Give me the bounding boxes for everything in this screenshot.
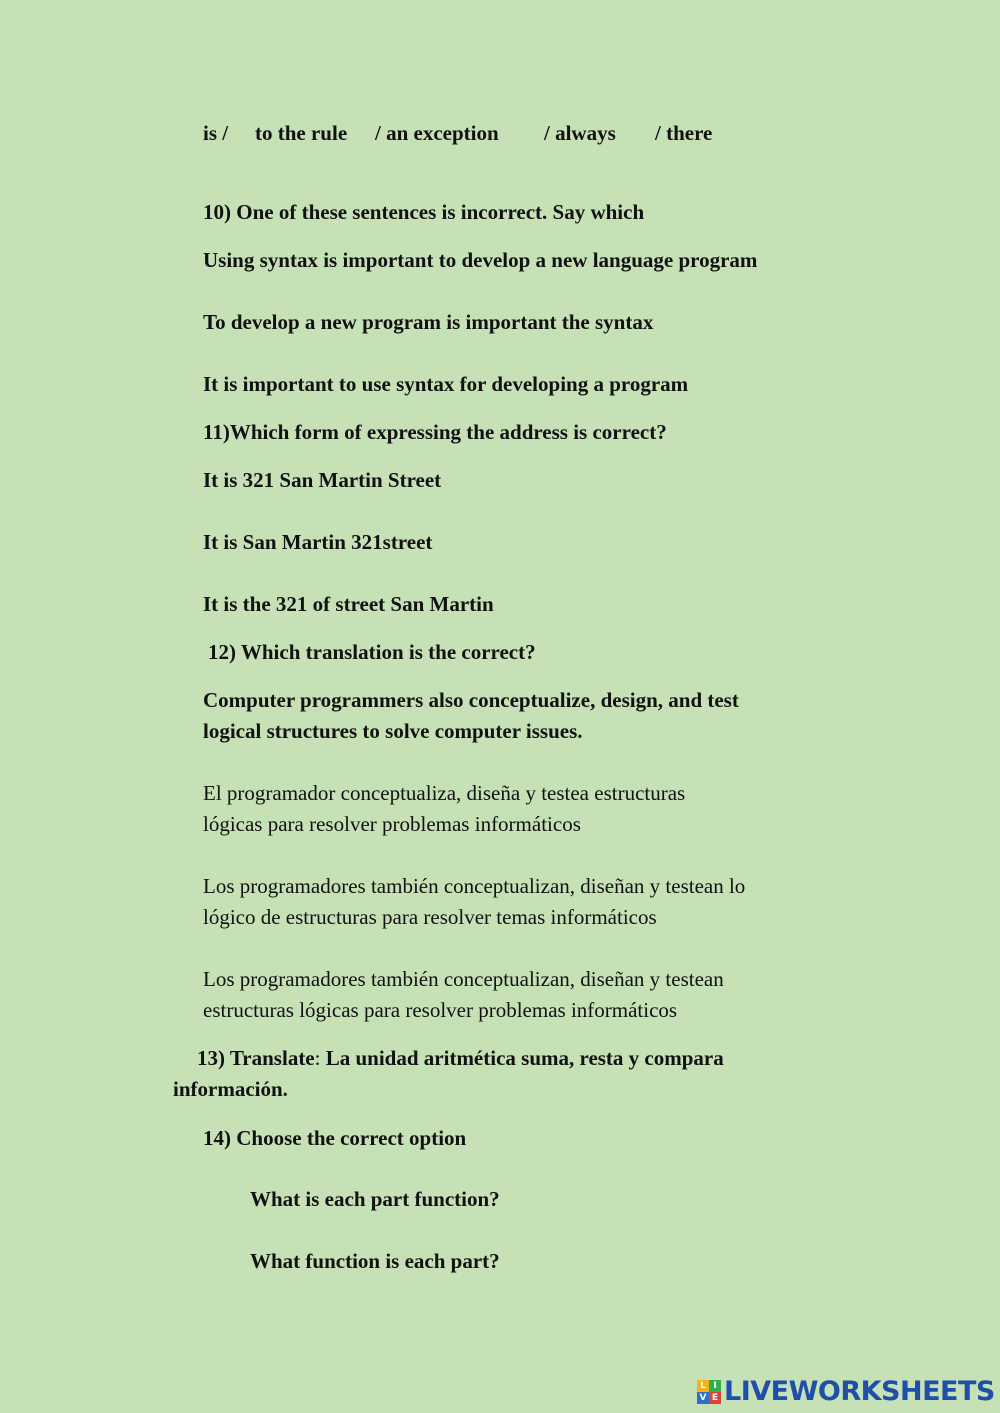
question-12: 12) Which translation is the correct? — [208, 640, 536, 664]
question-11: 11)Which form of expressing the address is correct? — [203, 420, 667, 444]
q12-option-line: Los programadores también conceptualizan, diseñan y testean lo — [203, 874, 746, 898]
question-13 — [197, 1043, 724, 1074]
word-bank-item: to the rule — [255, 121, 348, 145]
liveworksheets-logo — [697, 1377, 995, 1407]
question-14: 14) Choose the correct option — [203, 1126, 467, 1150]
q12-source-line: logical structures to solve computer issues. — [203, 719, 583, 743]
q13-text: La unidad aritmética suma, resta y compara — [325, 1046, 724, 1070]
q10-option[interactable]: Using syntax is important to develop a new language program — [203, 248, 758, 272]
q13-text-continued: información. — [173, 1077, 288, 1101]
q11-option[interactable]: It is 321 San Martin Street — [203, 468, 442, 492]
word-bank-item: is / — [203, 121, 229, 145]
q13-colon: : — [314, 1046, 321, 1070]
logo-text: LIVEWORKSHEETS — [724, 1376, 995, 1407]
q12-option-line: El programador conceptualiza, diseña y testea estructuras — [203, 781, 686, 805]
liveworksheets-mark-icon: L I V E — [697, 1380, 721, 1404]
q12-option-line: lógicas para resolver problemas informáticos — [203, 812, 581, 836]
q12-source-line: Computer programmers also conceptualize, design, and test — [203, 688, 739, 712]
q12-option-line: lógico de estructuras para resolver temas informáticos — [203, 905, 657, 929]
q12-option-line: Los programadores también conceptualizan, diseñan y testean — [203, 967, 724, 991]
q14-option[interactable]: What is each part function? — [250, 1187, 500, 1211]
q12-option-line: estructuras lógicas para resolver problemas informáticos — [203, 998, 678, 1022]
word-bank-item: / there — [655, 121, 713, 145]
q11-option[interactable]: It is the 321 of street San Martin — [203, 592, 494, 616]
word-bank-item: / an exception — [375, 121, 499, 145]
q10-option[interactable]: It is important to use syntax for developing a program — [203, 372, 689, 396]
q10-option[interactable]: To develop a new program is important the syntax — [203, 310, 654, 334]
word-bank-item: / always — [544, 121, 616, 145]
question-10: 10) One of these sentences is incorrect. Say which — [203, 200, 645, 224]
q14-option[interactable]: What function is each part? — [250, 1249, 500, 1273]
q11-option[interactable]: It is San Martin 321street — [203, 530, 433, 554]
q13-label: 13) Translate — [197, 1046, 315, 1070]
